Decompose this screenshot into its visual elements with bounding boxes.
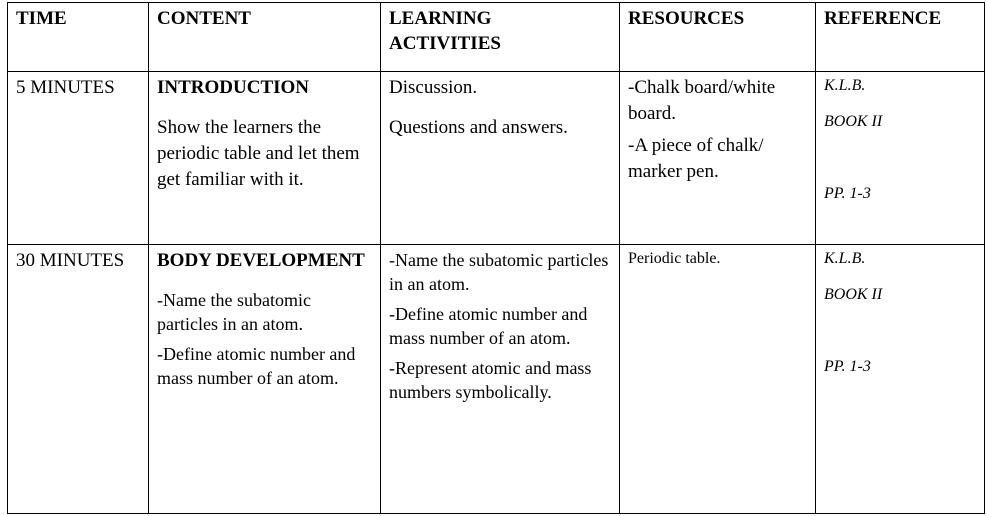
header-resources: RESOURCES (620, 3, 816, 72)
activity-item: -Define atomic number and mass number of an atom. (389, 304, 588, 348)
reference-publisher: K.L.B. (824, 77, 866, 94)
time-value: 30 MINUTES (16, 250, 125, 271)
reference-book: BOOK II (824, 286, 883, 303)
reference-pages: PP. 1-3 (824, 185, 871, 202)
content-title: INTRODUCTION (157, 77, 310, 98)
time-cell (8, 245, 149, 514)
content-point: -Name the subatomic particles in an atom. (157, 290, 311, 334)
activities-cell (381, 72, 620, 245)
header-learning-line1: LEARNING (389, 8, 492, 29)
activity-item: -Name the subatomic particles in an atom. (389, 250, 609, 294)
content-cell (149, 72, 381, 245)
time-cell (8, 72, 149, 245)
resources-cell (620, 72, 816, 245)
header-time: TIME (8, 3, 149, 72)
activity-item: Discussion. (389, 77, 478, 98)
reference-pages: PP. 1-3 (824, 358, 871, 375)
header-reference: REFERENCE (816, 3, 985, 72)
header-row (8, 3, 985, 72)
header-learning-activities (381, 3, 620, 72)
content-title: BODY DEVELOPMENT (157, 250, 365, 271)
lesson-plan-table (7, 2, 985, 514)
activities-cell (381, 245, 620, 514)
table-row-introduction (8, 72, 985, 245)
content-cell (149, 245, 381, 514)
header-learning-line2: ACTIVITIES (389, 33, 501, 54)
resources-cell (620, 245, 816, 514)
time-value: 5 MINUTES (16, 77, 115, 98)
reference-cell (816, 72, 985, 245)
resource-item: -A piece of chalk/ marker pen. (628, 135, 764, 182)
header-content: CONTENT (149, 3, 381, 72)
reference-book: BOOK II (824, 113, 883, 130)
content-text: Show the learners the periodic table and let them get familiar with it. (157, 117, 360, 190)
resource-item: -Chalk board/white board. (628, 77, 776, 124)
activity-item: -Represent atomic and mass numbers symbolically. (389, 358, 592, 402)
resource-item: Periodic table. (628, 250, 721, 267)
activity-item: Questions and answers. (389, 117, 568, 138)
content-point: -Define atomic number and mass number of an atom. (157, 344, 356, 388)
table-row-body-development (8, 245, 985, 514)
reference-cell (816, 245, 985, 514)
reference-publisher: K.L.B. (824, 250, 866, 267)
